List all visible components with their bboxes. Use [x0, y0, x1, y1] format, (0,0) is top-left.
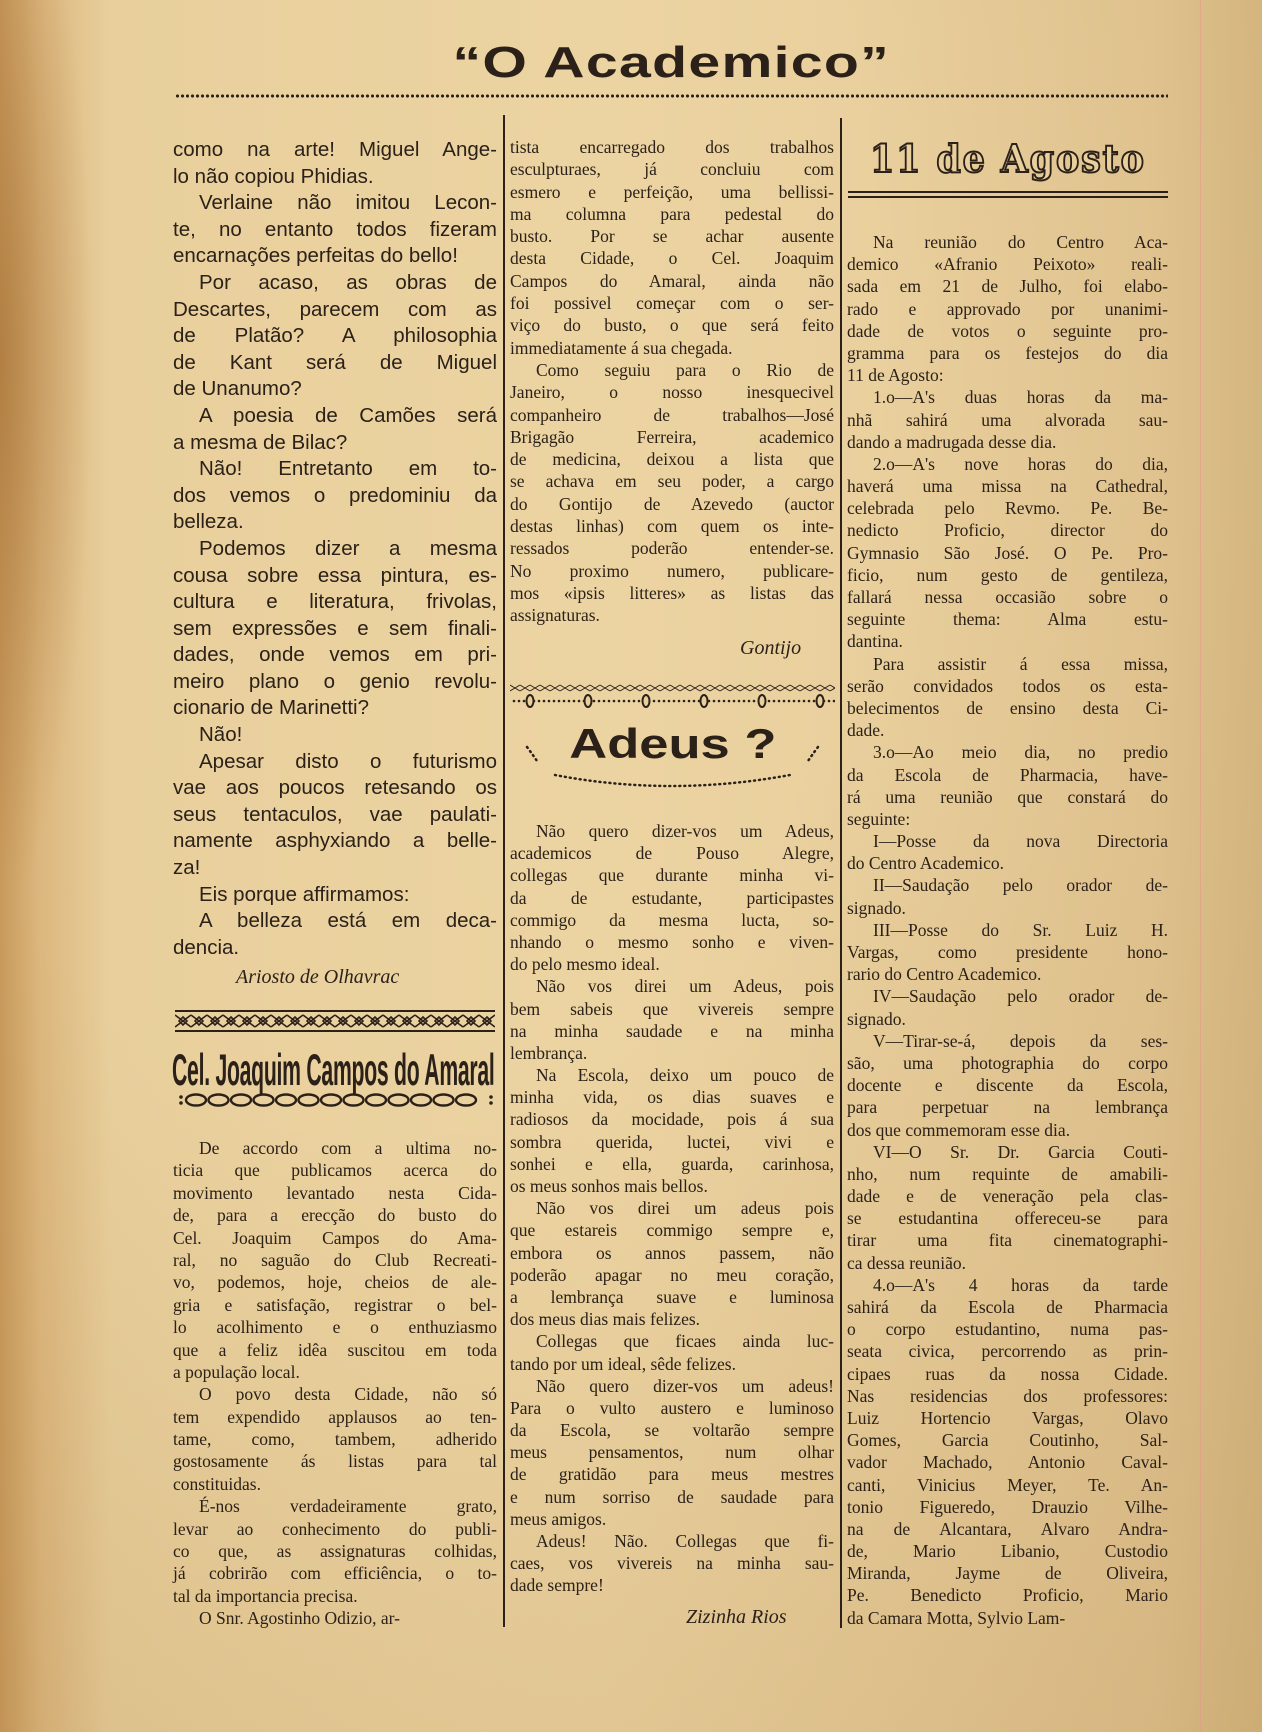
page-edge-line: [1200, 0, 1201, 1732]
text-line: dades, onde vemos em pri-: [173, 643, 497, 667]
text-line: Campos do Amaral, ainda não: [510, 270, 834, 291]
text-line: do Centro Academico.: [847, 853, 1004, 874]
text-line: A belleza está em deca-: [199, 909, 497, 933]
agosto-heading: [848, 136, 1168, 181]
text-line: a população local.: [173, 1361, 300, 1382]
text-line: ma columna para pedestal do: [510, 203, 834, 224]
text-line: sada em 21 de Julho, foi elabo-: [847, 276, 1168, 297]
text-line: celebrada pelo Revmo. Pe. Be-: [847, 498, 1168, 519]
text-line: vae aos poucos retesando os: [173, 776, 497, 800]
text-line: da Escola, se voltarão sempre: [510, 1420, 834, 1441]
text-line: Como seguiu para o Rio de: [536, 359, 834, 380]
text-line: bem sabeis que vivereis sempre: [510, 998, 834, 1019]
adeus-article-signature: Zizinha Rios: [686, 1606, 787, 1628]
text-line: 2.o—A's nove horas do dia,: [873, 453, 1168, 474]
text-line: Na reunião do Centro Aca-: [873, 232, 1168, 252]
text-line: dade de votos o seguinte pro-: [847, 320, 1168, 341]
text-line: immediatamente á sua chegada.: [510, 337, 733, 358]
text-line: seus tentaculos, vae paulati-: [173, 802, 497, 826]
text-line: de medicina, deixou a lista que: [510, 449, 834, 470]
text-line: 1.o—A's duas horas da ma-: [873, 387, 1168, 408]
text-line: Miranda, Jayme de Oliveira,: [847, 1563, 1168, 1584]
text-line: tista encarregado dos trabalhos: [510, 137, 834, 157]
text-line: Não quero dizer-vos um adeus!: [536, 1375, 834, 1396]
text-line: 11 de Agosto:: [847, 365, 944, 386]
agosto-article-body: [847, 231, 1168, 1629]
text-line: constituidas.: [173, 1473, 261, 1494]
text-line: dando a madrugada desse dia.: [847, 431, 1057, 452]
text-line: Gymnasio São José. O Pe. Pro-: [847, 542, 1168, 563]
text-line: e num sorriso de saudade para: [510, 1486, 834, 1507]
text-line: de Platão? A philosophia: [173, 324, 497, 348]
text-line: tirar uma fita cinematographi-: [847, 1230, 1168, 1251]
text-line: te, no entanto todos fizeram: [173, 217, 497, 241]
adeus-heading: [510, 720, 835, 768]
text-line: rario do Centro Academico.: [847, 964, 1042, 985]
text-line: ticia que publicamos acerca do: [173, 1160, 497, 1181]
text-line: II—Saudação pelo orador de-: [873, 875, 1168, 896]
text-line: a mesma de Bilac?: [173, 430, 348, 454]
text-line: dade e de veneração pela clas-: [847, 1186, 1168, 1207]
text-line: embora os annos passem, não: [510, 1242, 834, 1263]
text-line: esmero e perfeição, uma bellissi-: [510, 181, 834, 202]
text-line: commigo da mesma lucta, so-: [510, 909, 834, 930]
text-line: tonio Figueredo, Drauzio Vilhe-: [847, 1496, 1168, 1517]
text-line: No proximo numero, publicare-: [510, 560, 834, 581]
text-line: levar ao conhecimento do publi-: [173, 1518, 497, 1539]
text-line: signado.: [847, 1008, 906, 1029]
text-line: sahirá da Escola de Pharmacia: [847, 1297, 1168, 1317]
text-line: lembrança.: [510, 1042, 588, 1063]
text-line: De accordo com a ultima no-: [199, 1138, 497, 1158]
text-line: se achava em seu poder, a cargo: [510, 471, 834, 492]
text-line: Podemos dizer a mesma: [199, 536, 497, 560]
text-line: de gratidão para meus mestres: [510, 1464, 834, 1485]
text-line: Na Escola, deixo um pouco de: [536, 1065, 834, 1086]
amaral-article-signature: Gontijo: [740, 637, 802, 659]
text-line: de Kant será de Miguel: [173, 350, 497, 374]
text-line: de, para a erecção do busto do: [173, 1205, 497, 1226]
text-line: cousa sobre essa pintura, es-: [173, 563, 497, 587]
text-line: cultura e literatura, frivolas,: [173, 590, 497, 614]
column-divider: [503, 115, 505, 1627]
text-line: ca dessa reunião.: [847, 1252, 967, 1273]
text-line: O Snr. Agostinho Odizio, ar-: [199, 1608, 400, 1629]
text-line: Por acaso, as obras de: [199, 270, 497, 294]
text-line: poderão apagar no meu coração,: [510, 1264, 834, 1285]
text-line: companheiro de trabalhos—José: [510, 404, 834, 425]
text-line: do Gontijo de Azevedo (auctor: [510, 493, 834, 514]
text-line: dos vemos o predominiu da: [173, 483, 497, 507]
text-line: nhã sahirá uma alvorada sau-: [847, 409, 1168, 430]
text-line: serão convidados todos os esta-: [847, 675, 1168, 696]
amaral-heading-text: Cel. Joaquim Campos do Amaral: [172, 1046, 495, 1096]
text-line: Verlaine não imitou Lecon-: [199, 191, 497, 215]
text-line: foi possivel começar com o ser-: [510, 293, 834, 314]
heading-rule: [848, 196, 1168, 198]
adeus-heading-text: Adeus ?: [568, 720, 777, 767]
text-line: do pelo mesmo ideal.: [510, 954, 660, 975]
text-line: dos que commemoram esse dia.: [847, 1119, 1071, 1140]
text-line: ral, no saguão do Club Recreati-: [173, 1249, 497, 1270]
text-line: Para o vulto austero e luminoso: [510, 1397, 834, 1418]
text-line: minha vida, os dias suaves e: [510, 1087, 834, 1108]
text-line: nho, num requinte de amabili-: [847, 1163, 1168, 1184]
text-line: tando por um ideal, sêde felizes.: [510, 1353, 736, 1374]
text-line: Não!: [199, 723, 243, 747]
text-line: da Camara Motta, Sylvio Lam-: [847, 1607, 1066, 1628]
text-line: za!: [173, 856, 201, 880]
text-line: seata civica, percorrendo as prin-: [847, 1341, 1168, 1362]
masthead-title: [0, 38, 1262, 88]
text-line: movimento levantado nesta Cida-: [173, 1182, 497, 1203]
text-line: a lembrança suave e luminosa: [510, 1286, 834, 1307]
text-line: haverá uma missa na Cathedral,: [847, 476, 1168, 497]
text-line: de, Mario Libanio, Custodio: [847, 1541, 1168, 1562]
text-line: lo não copiou Phidias.: [173, 164, 374, 188]
text-line: busto. Por se achar ausente: [510, 226, 834, 247]
ovals-ornament: [178, 1092, 494, 1108]
text-line: na de Alcantara, Alvaro Andra-: [847, 1518, 1168, 1539]
divider-ornament: [510, 682, 835, 708]
text-line: 4.o—A's 4 horas da tarde: [873, 1274, 1168, 1295]
text-line: fallará nessa occasião sobre o: [847, 587, 1168, 607]
text-line: já cobrirão com efficiência, o to-: [173, 1563, 497, 1584]
text-line: meiro plano o genio revolu-: [173, 669, 497, 693]
text-line: Pe. Benedicto Proficio, Mario: [847, 1585, 1168, 1606]
text-line: como na arte! Miguel Ange-: [173, 138, 497, 161]
text-line: gostosamente ás listas para tal: [173, 1451, 497, 1472]
text-line: Cel. Joaquim Campos do Ama-: [173, 1227, 497, 1248]
text-line: Nas residencias dos professores:: [847, 1385, 1168, 1406]
text-line: III—Posse do Sr. Luiz H.: [873, 919, 1168, 940]
amaral-article-continuation: [510, 136, 834, 627]
text-line: Para assistir á essa missa,: [873, 653, 1168, 674]
text-line: o corpo estudantino, numa pas-: [847, 1319, 1168, 1340]
text-line: viço do busto, o que será feito: [510, 315, 834, 336]
text-line: belleza.: [173, 510, 244, 534]
text-line: cipaes ruas da nossa Cidade.: [847, 1363, 1168, 1384]
text-line: Collegas que ficaes ainda luc-: [536, 1331, 834, 1352]
art-article-signature: Ariosto de Olhavrac: [236, 966, 400, 988]
text-line: gramma para os festejos do dia: [847, 342, 1168, 363]
text-line: que estareis commigo sempre e,: [510, 1220, 834, 1241]
text-line: sombra querida, luctei, vivi e: [510, 1131, 834, 1152]
text-line: Não! Entretanto em to-: [199, 457, 497, 481]
text-line: signado.: [847, 897, 906, 918]
text-line: É-nos verdadeiramente grato,: [199, 1496, 497, 1517]
text-line: para perpetuar na lembrança: [847, 1097, 1168, 1118]
text-line: vador Machado, Antonio Caval-: [847, 1452, 1168, 1473]
text-line: cionario de Marinetti?: [173, 696, 369, 720]
text-line: Não quero dizer-vos um Adeus,: [536, 821, 834, 841]
text-line: docente e discente da Escola,: [847, 1075, 1168, 1096]
agosto-heading-text: 11 de Agosto: [870, 136, 1146, 181]
text-line: tal da importancia precisa.: [173, 1585, 358, 1606]
text-line: namente asphyxiando a belle-: [173, 829, 497, 853]
text-line: Adeus! Não. Collegas que fi-: [536, 1531, 834, 1551]
text-line: Gomes, Garcia Coutinho, Sal-: [847, 1430, 1168, 1451]
text-line: encarnações perfeitas do bello!: [173, 244, 458, 268]
text-line: se estudantina offereceu-se para: [847, 1208, 1168, 1229]
amaral-heading: [172, 1046, 497, 1094]
text-line: ressados poderão entender-se.: [510, 538, 834, 559]
text-line: canti, Vinicius Meyer, Te. An-: [847, 1474, 1168, 1495]
text-line: que a feliz idêa suscitou em toda: [173, 1339, 497, 1360]
text-line: rá uma reunião que constará do: [847, 786, 1168, 807]
text-line: são, uma photographia do corpo: [847, 1052, 1168, 1073]
text-line: lo acolhimento e o enthuziasmo: [173, 1317, 497, 1338]
text-line: Não vos direi um adeus pois: [536, 1198, 834, 1219]
column-divider: [840, 118, 842, 1628]
text-line: caes, vos vivereis na minha sau-: [510, 1553, 834, 1574]
text-line: assignaturas.: [510, 605, 600, 626]
text-line: dade.: [847, 720, 885, 741]
masthead-title-text: “O Academico”: [452, 38, 890, 87]
text-line: I—Posse da nova Directoria: [873, 831, 1168, 852]
text-line: 3.o—Ao meio dia, no predio: [873, 742, 1168, 763]
text-line: esculpturaes, já concluiu com: [510, 159, 834, 180]
text-line: demico «Afranio Peixoto» reali-: [847, 254, 1168, 275]
text-line: os meus sonhos mais bellos.: [510, 1176, 708, 1196]
masthead-dotted-rule: [175, 93, 1168, 99]
text-line: destas linhas) com quem os inte-: [510, 516, 834, 537]
text-line: O povo desta Cidade, não só: [199, 1384, 497, 1405]
text-line: Brigagão Ferreira, academico: [510, 426, 834, 447]
adeus-article-body: [510, 820, 834, 1597]
text-line: seguinte:: [847, 808, 911, 829]
paper-stain: [0, 0, 95, 900]
text-line: dos meus dias mais felizes.: [510, 1309, 701, 1330]
text-line: academicos de Pouso Alegre,: [510, 843, 834, 864]
text-line: VI—O Sr. Dr. Garcia Couti-: [873, 1141, 1168, 1162]
text-line: dencia.: [173, 935, 240, 959]
text-line: sem expressões e sem finali-: [173, 616, 497, 640]
text-line: mos «ipsis litteres» as listas das: [510, 582, 834, 603]
text-line: de Unanumo?: [173, 377, 302, 401]
text-line: nedicto Proficio, director do: [847, 520, 1168, 541]
text-line: nhando o mesmo sonho e viven-: [510, 931, 834, 952]
heading-rule: [848, 191, 1168, 193]
text-line: meus amigos.: [510, 1508, 607, 1529]
text-line: radiosos da mocidade, pois á sua: [510, 1109, 834, 1130]
text-line: desta Cidade, o Cel. Joaquim: [510, 248, 834, 269]
text-line: Eis porque affirmamos:: [199, 882, 410, 906]
text-line: vo, podemos, hoje, cheios de ale-: [173, 1272, 497, 1293]
text-line: belecimentos de ensino desta Ci-: [847, 697, 1168, 718]
text-line: A poesia de Camões será: [199, 403, 497, 427]
text-line: Apesar disto o futurismo: [199, 749, 497, 773]
text-line: na minha saudade e na minha: [510, 1020, 834, 1041]
text-line: seguinte thema: Alma estu-: [847, 609, 1168, 630]
braid-ornament: [175, 1008, 495, 1034]
text-line: Janeiro, o nosso inesquecivel: [510, 382, 834, 403]
text-line: Não vos direi um Adeus, pois: [536, 976, 834, 997]
amaral-article-body: [173, 1137, 497, 1630]
text-line: meus pensamentos, num olhar: [510, 1442, 834, 1463]
text-line: ficio, num gesto de gentileza,: [847, 564, 1168, 585]
art-article-body: [173, 137, 497, 961]
text-line: Descartes, parecem com as: [173, 297, 497, 321]
text-line: dade sempre!: [510, 1575, 604, 1596]
text-line: sonhei e ella, guarda, carinhosa,: [510, 1153, 834, 1174]
text-line: Luiz Hortencio Vargas, Olavo: [847, 1407, 1168, 1428]
text-line: rado e approvado por unanimi-: [847, 298, 1168, 319]
text-line: V—Tirar-se-á, depois da ses-: [873, 1030, 1168, 1051]
text-line: co que, as assignaturas colhidas,: [173, 1541, 497, 1562]
text-line: collegas que durante minha vi-: [510, 865, 834, 886]
text-line: da Escola de Pharmacia, have-: [847, 764, 1168, 785]
text-line: dantina.: [847, 631, 903, 652]
text-line: gria e satisfação, registrar o bel-: [173, 1294, 497, 1315]
text-line: da de estudante, participastes: [510, 887, 834, 908]
text-line: tame, como, tambem, adherido: [173, 1429, 497, 1450]
text-line: Vargas, como presidente hono-: [847, 942, 1168, 962]
text-line: tem expendido applausos ao ten-: [173, 1406, 497, 1427]
text-line: IV—Saudação pelo orador de-: [873, 986, 1168, 1007]
